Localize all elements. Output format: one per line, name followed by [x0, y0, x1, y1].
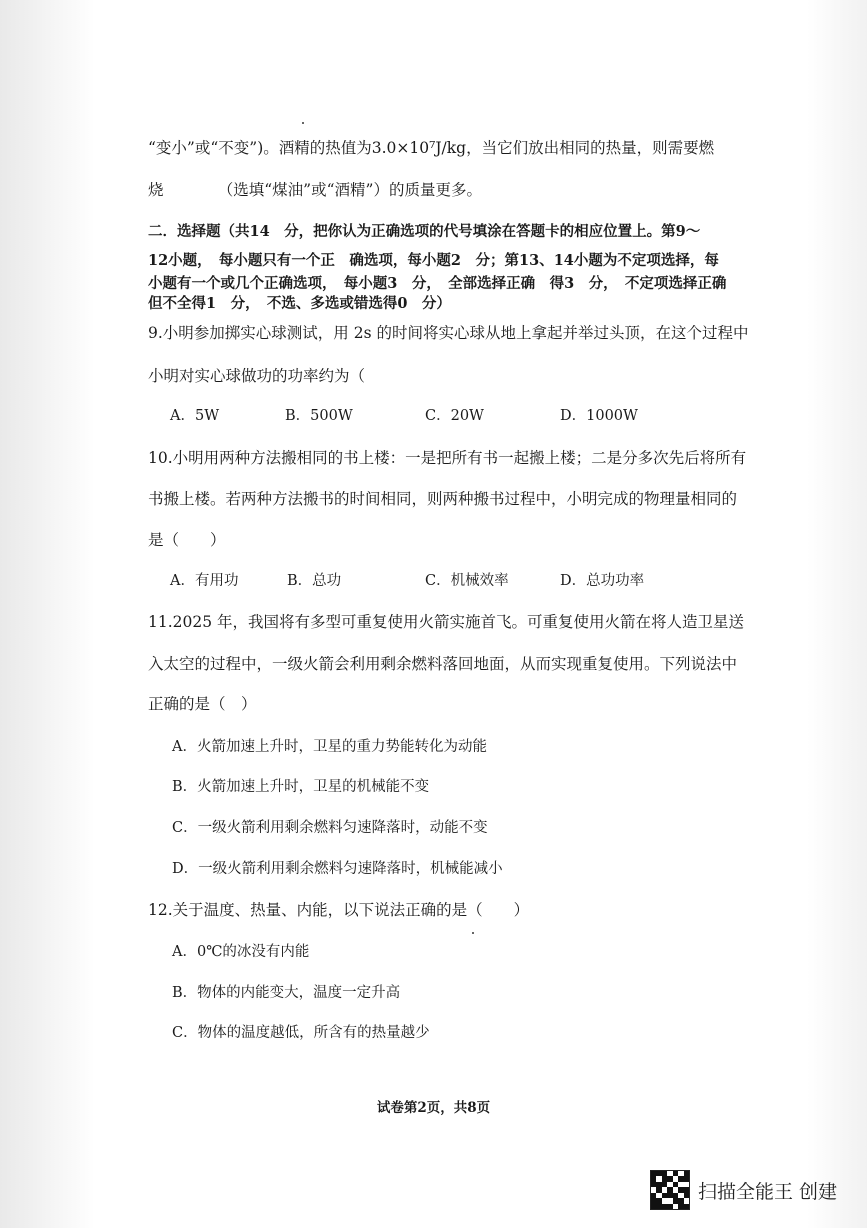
- scan-shadow-left: [0, 0, 95, 1228]
- question-9-option-d: D．1000W: [560, 408, 638, 424]
- question-10-option-a: A．有用功: [170, 573, 239, 589]
- section-instructions: 小题有一个或几个正确选项， 每小题3 分， 全部选择正确 得3 分， 不定项选择正确: [148, 275, 727, 292]
- question-10-stem: 书搬上楼。若两种方法搬书的时间相同，则两种搬书过程中，小明完成的物理量相同的: [148, 490, 738, 508]
- question-9-stem: 小明对实心球做功的功率约为（: [148, 367, 366, 385]
- question-10-stem: 是（ ）: [148, 531, 226, 549]
- question-10-stem: 10.小明用两种方法搬相同的书上楼：一是把所有书一起搬上楼；二是分多次先后将所有: [148, 449, 747, 467]
- question-10-option-b: B．总功: [287, 573, 342, 589]
- question-10-option-d: D．总功功率: [560, 573, 645, 589]
- text-line: 烧 （选填“煤油”或“酒精”）的质量更多。: [148, 181, 482, 199]
- question-11-stem: 入太空的过程中，一级火箭会利用剩余燃料落回地面，从而实现重复使用。下列说法中: [148, 655, 738, 673]
- question-11-option-b: B．火箭加速上升时，卫星的机械能不变: [172, 779, 430, 795]
- qr-code-icon: [650, 1170, 690, 1210]
- page-footer: 试卷第2页，共8页: [376, 1100, 491, 1116]
- scanner-watermark: [650, 1170, 837, 1210]
- question-9-stem: 9.小明参加掷实心球测试，用 2s 的时间将实心球从地上拿起并举过头顶，在这个过程中: [148, 324, 749, 342]
- scan-shadow-right: [807, 0, 867, 1228]
- section-heading: 二．选择题（共14 分，把你认为正确选项的代号填涂在答题卡的相应位置上。第9～: [148, 223, 701, 240]
- question-10-option-c: C．机械效率: [425, 573, 509, 589]
- question-12-option-b: B．物体的内能变大，温度一定升高: [172, 985, 401, 1001]
- question-11-option-d: D．一级火箭利用剩余燃料匀速降落时，机械能减小: [172, 861, 503, 877]
- question-11-option-a: A．火箭加速上升时，卫星的重力势能转化为动能: [172, 739, 487, 755]
- scan-speck: [302, 122, 304, 124]
- question-11-option-c: C．一级火箭利用剩余燃料匀速降落时，动能不变: [172, 820, 488, 836]
- text-line: “变小”或“不变”)。酒精的热值为3.0×10⁷J/kg，当它们放出相同的热量，则需要燃: [148, 139, 715, 157]
- question-12-option-a: A．0℃的冰没有内能: [172, 944, 310, 960]
- watermark-text: 扫描全能王 创建: [698, 1180, 838, 1203]
- scan-speck: [472, 932, 474, 934]
- question-11-stem: 11.2025 年，我国将有多型可重复使用火箭实施首飞。可重复使用火箭在将人造卫星送: [148, 613, 745, 631]
- question-9-option-c: C．20W: [425, 408, 484, 424]
- question-12-option-c: C．物体的温度越低，所含有的热量越少: [172, 1025, 430, 1041]
- question-9-option-a: A．5W: [170, 408, 220, 424]
- question-12-stem: 12.关于温度、热量、内能，以下说法正确的是（ ）: [148, 901, 530, 919]
- section-instructions: 但不全得1 分， 不选、多选或错选得0 分）: [148, 295, 451, 312]
- question-9-option-b: B．500W: [285, 408, 353, 424]
- section-instructions: 12小题， 每小题只有一个正 确选项，每小题2 分；第13、14小题为不定项选择，每: [148, 252, 719, 269]
- question-11-stem: 正确的是（ ）: [148, 695, 257, 713]
